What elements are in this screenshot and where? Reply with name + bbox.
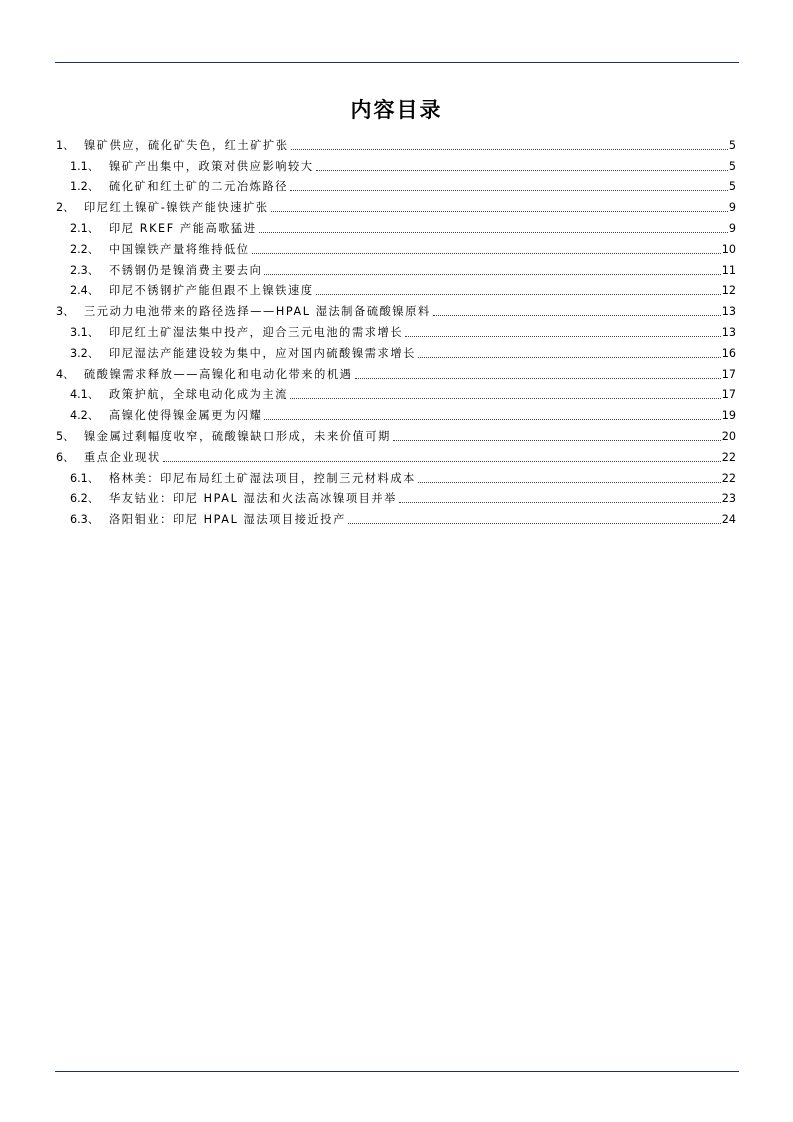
toc-entry[interactable] — [56, 382, 736, 403]
toc-entry-page: 17 — [721, 367, 736, 381]
toc-entry[interactable] — [56, 257, 736, 278]
toc-entry-page: 5 — [728, 180, 736, 194]
toc-entry[interactable] — [56, 361, 736, 382]
footer-rule — [55, 1071, 739, 1072]
toc-entry[interactable] — [56, 465, 736, 486]
toc-entry-page: 16 — [721, 346, 736, 360]
toc-entry-page: 19 — [721, 409, 736, 423]
toc-entry-page: 9 — [728, 221, 736, 235]
toc-leader-dots — [399, 502, 721, 503]
toc-entry-page: 23 — [721, 492, 736, 506]
toc-entry-number: 5、 — [56, 429, 75, 443]
toc-entry-text: 印尼不锈钢扩产能但跟不上镍铁速度 — [109, 284, 314, 298]
toc-entry-number: 2.1、 — [70, 221, 99, 235]
toc-entry[interactable] — [56, 298, 736, 319]
toc-leader-dots — [418, 482, 721, 483]
toc-entry-page: 12 — [721, 284, 736, 298]
toc-entry-page: 22 — [721, 450, 736, 464]
toc-entry-text: 三元动力电池带来的路径选择——HPAL 湿法制备硫酸镍原料 — [84, 305, 431, 319]
toc-entry-page: 5 — [728, 138, 736, 152]
toc-entry-page: 24 — [721, 513, 736, 527]
toc-entry-text: 镍矿供应，硫化矿失色，红土矿扩张 — [84, 138, 289, 152]
toc-leader-dots — [271, 211, 728, 212]
toc-entry-page: 13 — [721, 305, 736, 319]
toc-leader-dots — [418, 357, 721, 358]
toc-leader-dots — [252, 253, 721, 254]
toc-entry-text: 印尼湿法产能建设较为集中，应对国内硫酸镍需求增长 — [109, 346, 416, 360]
toc-entry-text: 印尼 RKEF 产能高歌猛进 — [109, 221, 257, 235]
toc-entry-page: 22 — [721, 471, 736, 485]
toc-entry[interactable] — [56, 423, 736, 444]
toc-entry-text: 洛阳钼业：印尼 HPAL 湿法项目接近投产 — [109, 513, 346, 527]
toc-entry-number: 1、 — [56, 138, 75, 152]
toc-entry-text: 中国镍铁产量将维持低位 — [109, 242, 250, 256]
toc-entry-number: 6、 — [56, 450, 75, 464]
toc-entry[interactable] — [56, 486, 736, 507]
toc-entry[interactable] — [56, 506, 736, 527]
toc-entry[interactable] — [56, 236, 736, 257]
toc-entry-page: 13 — [721, 325, 736, 339]
toc-entry-text: 镍金属过剩幅度收窄，硫酸镍缺口形成，未来价值可期 — [84, 429, 391, 443]
toc-entry-text: 印尼红土矿湿法集中投产，迎合三元电池的需求增长 — [109, 325, 404, 339]
toc-leader-dots — [264, 419, 720, 420]
toc-entry-page: 20 — [721, 429, 736, 443]
toc-entry-number: 6.2、 — [70, 492, 99, 506]
toc-entry-number: 3.2、 — [70, 346, 99, 360]
toc-entry-text: 硫酸镍需求释放——高镍化和电动化带来的机遇 — [84, 367, 353, 381]
toc-entry[interactable] — [56, 153, 736, 174]
toc-entry-page: 10 — [721, 242, 736, 256]
toc-entry-number: 1.1、 — [70, 159, 99, 173]
toc-entry-text: 政策护航，全球电动化成为主流 — [109, 388, 289, 402]
toc-leader-dots — [259, 232, 728, 233]
toc-entry-text: 格林美：印尼布局红土矿湿法项目，控制三元材料成本 — [109, 471, 416, 485]
toc-entry-text: 印尼红土镍矿-镍铁产能快速扩张 — [84, 201, 269, 215]
toc-leader-dots — [290, 398, 721, 399]
toc-leader-dots — [393, 440, 721, 441]
toc-entry-number: 2.2、 — [70, 242, 99, 256]
toc-entry[interactable] — [56, 194, 736, 215]
toc-entry-text: 重点企业现状 — [84, 450, 161, 464]
toc-title: 内容目录 — [350, 98, 443, 122]
header-rule — [55, 62, 739, 63]
toc-leader-dots — [316, 170, 728, 171]
toc-entry-text: 不锈钢仍是镍消费主要去向 — [109, 263, 263, 277]
toc-leader-dots — [433, 315, 721, 316]
toc-entry-number: 2、 — [56, 201, 75, 215]
toc-entry-number: 6.1、 — [70, 471, 99, 485]
toc-leader-dots — [264, 274, 720, 275]
toc-leader-dots — [348, 523, 721, 524]
toc-entry-number: 2.3、 — [70, 263, 99, 277]
toc-entry-text: 硫化矿和红土矿的二元冶炼路径 — [109, 180, 289, 194]
toc-entry[interactable] — [56, 174, 736, 195]
toc-leader-dots — [290, 190, 728, 191]
toc-entry-number: 3.1、 — [70, 325, 99, 339]
toc-entry-page: 9 — [728, 201, 736, 215]
toc-entry-number: 4.2、 — [70, 409, 99, 423]
toc-entry[interactable] — [56, 402, 736, 423]
toc-entry-page: 17 — [721, 388, 736, 402]
toc-entry[interactable] — [56, 132, 736, 153]
toc-entry-number: 6.3、 — [70, 513, 99, 527]
toc-leader-dots — [316, 294, 721, 295]
table-of-contents — [56, 132, 736, 527]
toc-leader-dots — [163, 461, 721, 462]
toc-entry-text: 镍矿产出集中，政策对供应影响较大 — [109, 159, 314, 173]
toc-entry-number: 4.1、 — [70, 388, 99, 402]
toc-entry-number: 1.2、 — [70, 180, 99, 194]
toc-entry-number: 4、 — [56, 367, 75, 381]
toc-entry[interactable] — [56, 444, 736, 465]
toc-leader-dots — [405, 336, 721, 337]
toc-leader-dots — [291, 149, 728, 150]
toc-entry-page: 5 — [728, 159, 736, 173]
toc-entry-number: 2.4、 — [70, 284, 99, 298]
toc-entry-number: 3、 — [56, 305, 75, 319]
toc-entry-page: 11 — [721, 263, 736, 277]
toc-entry-text: 华友钴业：印尼 HPAL 湿法和火法高冰镍项目并举 — [109, 492, 398, 506]
toc-entry[interactable] — [56, 319, 736, 340]
toc-entry[interactable] — [56, 215, 736, 236]
toc-entry[interactable] — [56, 340, 736, 361]
toc-leader-dots — [355, 378, 721, 379]
toc-entry[interactable] — [56, 278, 736, 299]
toc-entry-text: 高镍化使得镍金属更为闪耀 — [109, 409, 263, 423]
